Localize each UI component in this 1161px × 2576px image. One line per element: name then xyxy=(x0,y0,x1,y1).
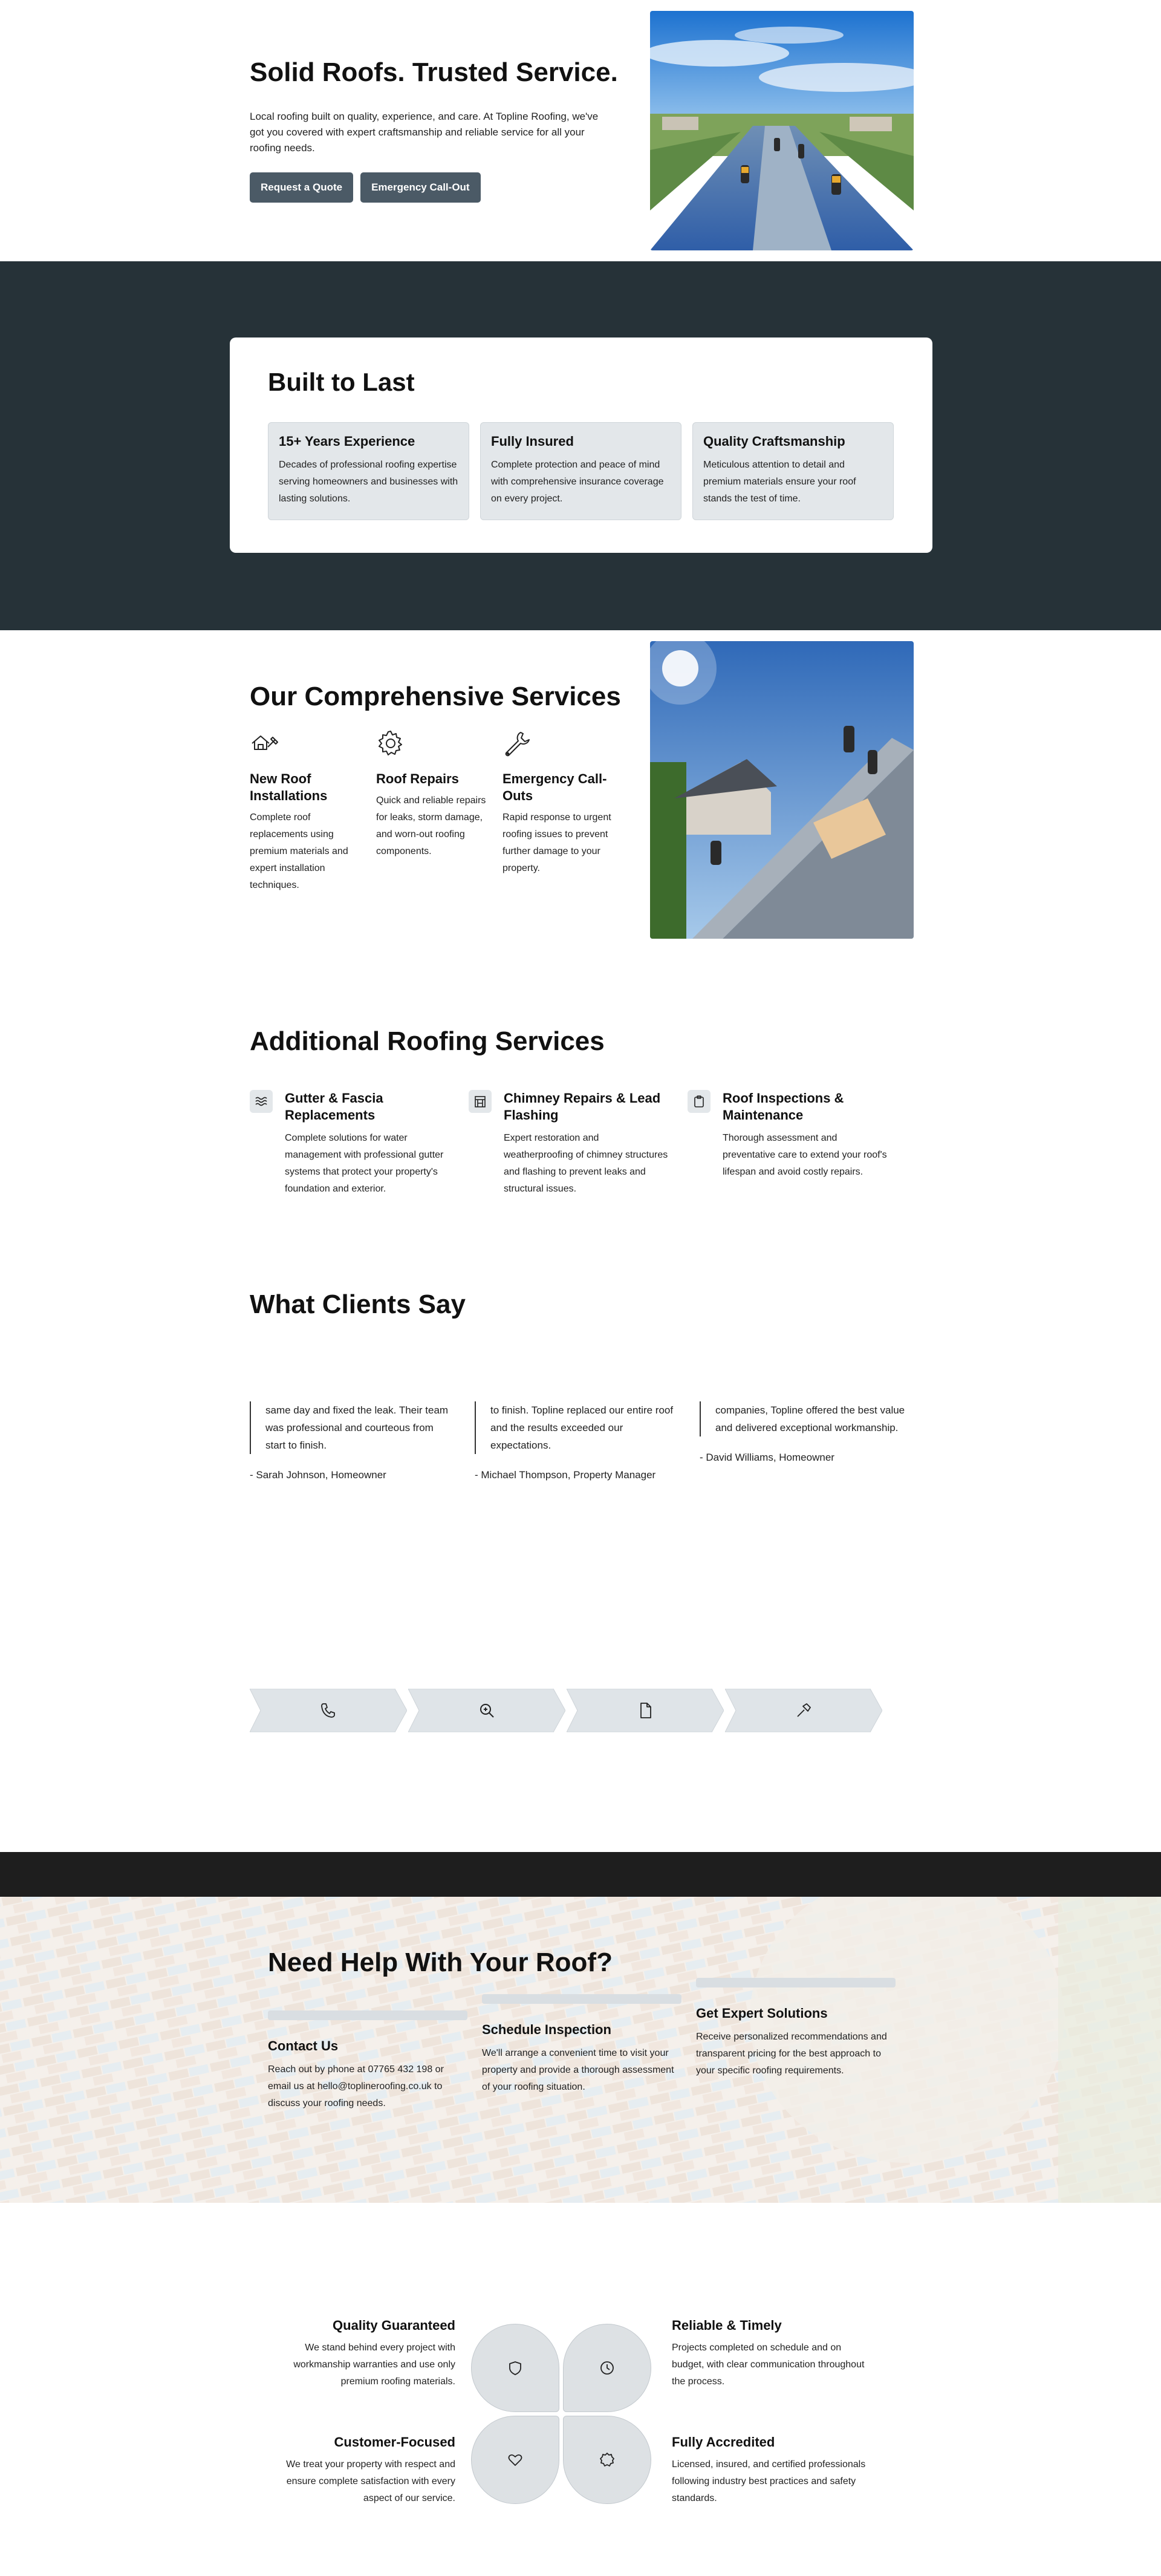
testimonial-author: - David Williams, Homeowner xyxy=(700,1452,834,1463)
feature-text: Meticulous attention to detail and premium materials ensure your roof stands the test of time. xyxy=(703,460,856,504)
help-step-title: Schedule Inspection xyxy=(482,2022,611,2037)
testimonial-quote: companies, Topline offered the best value and delivered exceptional workmanship. xyxy=(700,1401,905,1436)
help-step-text: Reach out by phone at 07765 432 198 or email us at hello@toplineroofing.co.uk to discuss your roofing needs. xyxy=(268,2064,444,2108)
why-item-text: Projects completed on schedule and on budget, with clear communication throughout the process. xyxy=(672,2343,865,2387)
additional-item-text: Complete solutions for water management with professional gutter systems that protect your property's foundation and exterior. xyxy=(285,1133,444,1194)
feature-card xyxy=(692,422,894,520)
why-item xyxy=(672,2434,871,2507)
service-text: Quick and reliable repairs for leaks, storm damage, and worn-out roofing components. xyxy=(376,795,486,856)
built-card xyxy=(230,337,932,553)
phone-icon xyxy=(319,1701,337,1720)
additional-services-section xyxy=(0,969,1161,1229)
help-step-text: We'll arrange a convenient time to visit your property and provide a thorough assessment of your roofing situation. xyxy=(482,2048,674,2092)
why-petal xyxy=(563,2416,651,2504)
help-step-title: Get Expert Solutions xyxy=(696,2006,828,2021)
service-title: Emergency Call-Outs xyxy=(502,771,607,803)
testimonial-card xyxy=(475,1401,680,1484)
testimonial-quote: to finish. Topline replaced our entire roof and the results exceeded our expectations. xyxy=(475,1401,680,1454)
step-bar xyxy=(482,1994,681,2004)
process-step xyxy=(725,1689,882,1732)
feature-title: 15+ Years Experience xyxy=(279,434,415,449)
why-item-text: We stand behind every project with workmanship warranties and use only premium roofing materials. xyxy=(293,2343,455,2387)
services-photo xyxy=(650,641,914,939)
additional-item xyxy=(688,1090,887,1198)
why-item xyxy=(256,2318,455,2390)
clipboard-icon xyxy=(688,1090,711,1113)
additional-item-text: Thorough assessment and preventative care to extend your roof's lifespan and avoid costly repairs. xyxy=(723,1133,887,1177)
help-step-text: Receive personalized recommendations and transparent pricing for the best approach to your specific roofing requirements. xyxy=(696,2032,887,2076)
testimonials-list xyxy=(250,1401,905,1484)
services-section xyxy=(0,630,1161,969)
help-section xyxy=(0,1852,1161,2203)
heart-icon xyxy=(507,2451,524,2468)
hammer-icon xyxy=(795,1701,813,1720)
feature-list xyxy=(268,422,894,520)
clock-icon xyxy=(599,2359,616,2376)
built-title: Built to Last xyxy=(268,368,415,396)
why-item-title: Quality Guaranteed xyxy=(333,2318,455,2333)
additional-item-title: Roof Inspections & Maintenance xyxy=(723,1091,844,1123)
testimonial-author: - Sarah Johnson, Homeowner xyxy=(250,1469,386,1481)
why-item xyxy=(256,2434,455,2507)
process-step xyxy=(408,1689,565,1732)
hero-buttons xyxy=(250,172,481,203)
service-title: Roof Repairs xyxy=(376,771,459,786)
help-step xyxy=(268,2010,467,2112)
badge-icon xyxy=(599,2451,616,2468)
why-item-title: Reliable & Timely xyxy=(672,2318,782,2333)
service-title: New Roof Installations xyxy=(250,771,328,803)
additional-item-text: Expert restoration and weatherproofing of chimney structures and flashing to prevent leaks and structural issues. xyxy=(504,1133,668,1194)
why-item xyxy=(672,2318,871,2390)
step-bar xyxy=(268,2010,467,2020)
hero-photo xyxy=(650,11,914,250)
waves-icon xyxy=(250,1090,273,1113)
hero-subtitle: Local roofing built on quality, experience, and care. At Topline Roofing, we've got you covered with expert craftsmanship and reliable service for all your roofing needs. xyxy=(250,111,599,154)
additional-list xyxy=(250,1090,887,1198)
process-section xyxy=(0,1604,1161,1852)
gear-icon xyxy=(376,729,405,758)
magnifier-icon xyxy=(478,1701,496,1720)
hero-section xyxy=(0,0,1161,261)
feature-card xyxy=(268,422,469,520)
testimonial-quote: same day and fixed the leak. Their team was professional and courteous from start to finish. xyxy=(250,1401,455,1454)
chimney-icon xyxy=(469,1090,492,1113)
service-text: Rapid response to urgent roofing issues to prevent further damage to your property. xyxy=(502,812,611,873)
services-list xyxy=(250,729,614,894)
service-text: Complete roof replacements using premium materials and expert installation techniques. xyxy=(250,812,348,890)
feature-text: Complete protection and peace of mind with comprehensive insurance coverage on every project. xyxy=(491,460,664,504)
why-item-text: Licensed, insured, and certified professionals following industry best practices and safety standards. xyxy=(672,2459,866,2503)
why-petal xyxy=(471,2324,559,2412)
help-content xyxy=(268,1852,929,2203)
testimonials-title: What Clients Say xyxy=(250,1290,466,1319)
testimonial-card xyxy=(250,1401,455,1484)
why-item-title: Customer-Focused xyxy=(334,2434,455,2450)
emergency-callout-button[interactable]: Emergency Call-Out xyxy=(360,172,481,203)
help-title: Need Help With Your Roof? xyxy=(268,1948,613,1977)
services-title: Our Comprehensive Services xyxy=(250,682,621,711)
shield-icon xyxy=(507,2359,524,2376)
feature-title: Quality Craftsmanship xyxy=(703,434,845,449)
help-step xyxy=(482,1994,681,2096)
why-petal xyxy=(563,2324,651,2412)
why-choose-section xyxy=(0,2203,1161,2576)
additional-title: Additional Roofing Services xyxy=(250,1026,605,1056)
additional-item xyxy=(250,1090,449,1198)
request-quote-button[interactable]: Request a Quote xyxy=(250,172,353,203)
why-item-title: Fully Accredited xyxy=(672,2434,775,2450)
feature-title: Fully Insured xyxy=(491,434,574,449)
testimonial-card xyxy=(700,1401,905,1484)
house-hammer-icon xyxy=(250,729,279,758)
feature-text: Decades of professional roofing expertise serving homeowners and businesses with lasting solutions. xyxy=(279,460,458,504)
step-bar xyxy=(696,1978,896,1987)
wrench-icon xyxy=(502,729,532,758)
feature-card xyxy=(480,422,681,520)
service-item xyxy=(250,729,362,894)
process-step xyxy=(567,1689,724,1732)
testimonial-author: - Michael Thompson, Property Manager xyxy=(475,1469,656,1481)
hero-title: Solid Roofs. Trusted Service. xyxy=(250,57,618,87)
additional-item xyxy=(469,1090,668,1198)
why-item-text: We treat your property with respect and ensure complete satisfaction with every aspect of our service. xyxy=(286,2459,455,2503)
service-item xyxy=(376,729,488,894)
additional-item-title: Chimney Repairs & Lead Flashing xyxy=(504,1091,661,1123)
process-step xyxy=(250,1689,407,1732)
document-icon xyxy=(636,1701,654,1720)
process-steps xyxy=(250,1689,882,1732)
built-to-last-section xyxy=(0,261,1161,630)
why-petal xyxy=(471,2416,559,2504)
testimonials-section xyxy=(0,1229,1161,1604)
help-step xyxy=(696,1978,896,2079)
service-item xyxy=(502,729,614,894)
additional-item-title: Gutter & Fascia Replacements xyxy=(285,1091,383,1123)
help-step-title: Contact Us xyxy=(268,2038,339,2053)
